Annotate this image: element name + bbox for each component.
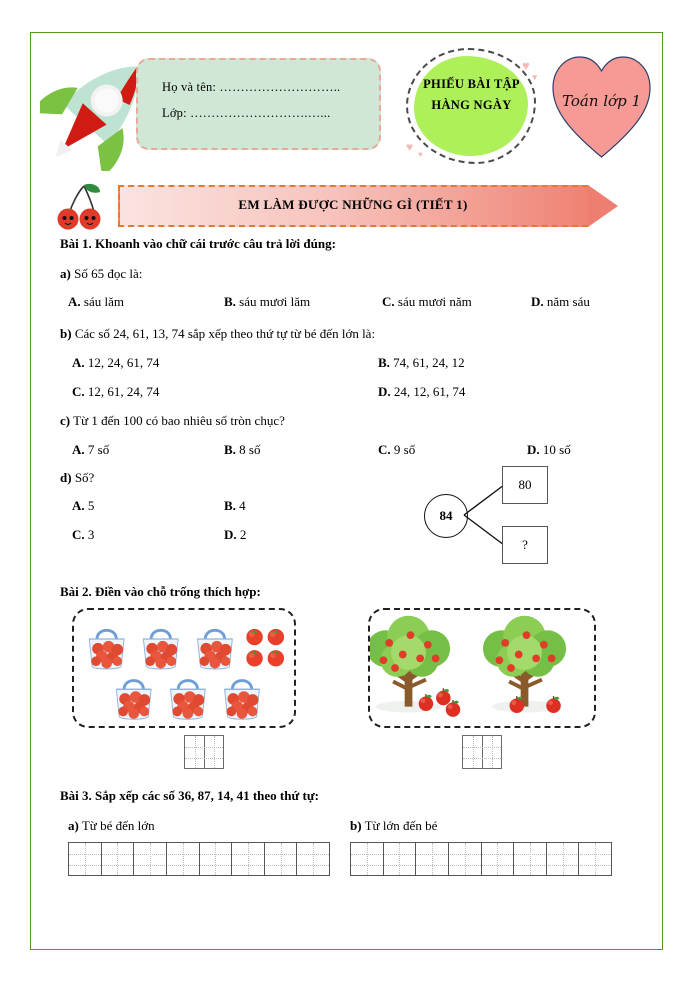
option-text: 12, 61, 24, 74 xyxy=(87,384,160,399)
option-text: năm sáu xyxy=(546,294,590,309)
option-text: 74, 61, 24, 12 xyxy=(393,355,465,370)
banner-title: EM LÀM ĐƯỢC NHỮNG GÌ (TIẾT 1) xyxy=(238,197,468,212)
subject-label: Toán lớp 1 xyxy=(562,92,641,110)
bai1d-option-a[interactable] xyxy=(72,498,94,514)
bai2-left-panel xyxy=(72,608,296,728)
option-letter: C. xyxy=(378,442,391,457)
bai1a-option-c[interactable] xyxy=(382,294,472,310)
bai1d-option-d[interactable] xyxy=(224,527,246,543)
banner-arrow xyxy=(118,185,624,227)
bai3-heading: Bài 3. Sắp xếp các số 36, 87, 14, 41 theo thứ tự: xyxy=(60,788,319,803)
option-letter: C. xyxy=(72,384,85,399)
heart-decor-icon: ♥ xyxy=(418,150,423,159)
bai3b-answer-grid[interactable] xyxy=(350,842,612,876)
option-text: 12, 24, 61, 74 xyxy=(87,355,160,370)
bai1b-option-a[interactable] xyxy=(72,355,159,371)
grid-cell[interactable] xyxy=(416,843,449,875)
bai1a-text: Số 65 đọc là: xyxy=(74,266,143,281)
option-text: 10 số xyxy=(542,442,571,457)
grid-cell[interactable] xyxy=(547,843,580,875)
bai1d-option-c[interactable] xyxy=(72,527,94,543)
option-text: sáu lăm xyxy=(83,294,124,309)
bai1b-label: b) xyxy=(60,326,72,341)
bai3b-label: b) xyxy=(350,818,362,833)
bai1b-option-b[interactable] xyxy=(378,355,465,371)
bai1b-text: Các số 24, 61, 13, 74 sắp xếp theo thứ tự từ bé đến lớn là: xyxy=(74,326,376,341)
option-letter: D. xyxy=(531,294,544,309)
student-info-box[interactable] xyxy=(136,58,381,150)
bai1b-option-c[interactable] xyxy=(72,384,159,400)
bai1c-prompt xyxy=(60,413,285,429)
option-letter: B. xyxy=(378,355,390,370)
option-letter: C. xyxy=(382,294,395,309)
grid-cell[interactable] xyxy=(102,843,135,875)
option-letter: C. xyxy=(72,527,85,542)
option-text: 24, 12, 61, 74 xyxy=(393,384,466,399)
grid-cell[interactable] xyxy=(514,843,547,875)
grid-cell[interactable] xyxy=(384,843,417,875)
banner-arrow-tip xyxy=(588,185,618,227)
number-bond-part-unknown[interactable]: ? xyxy=(502,526,548,564)
option-letter: D. xyxy=(378,384,391,399)
option-text: 3 xyxy=(87,527,95,542)
option-letter: D. xyxy=(224,527,237,542)
option-letter: A. xyxy=(72,442,85,457)
number-bond-whole: 84 xyxy=(424,494,468,538)
option-letter: D. xyxy=(527,442,540,457)
option-text: 2 xyxy=(239,527,247,542)
bai2-heading: Bài 2. Điền vào chỗ trống thích hợp: xyxy=(60,584,261,599)
option-text: sáu mươi năm xyxy=(397,294,472,309)
bai1a-option-a[interactable] xyxy=(68,294,124,310)
worksheet-type-badge xyxy=(404,44,539,169)
option-text: 5 xyxy=(87,498,95,513)
grid-cell[interactable] xyxy=(351,843,384,875)
bai1b-option-d[interactable] xyxy=(378,384,465,400)
grid-cell[interactable] xyxy=(297,843,329,875)
bai2-right-answer-box[interactable] xyxy=(462,735,502,769)
number-bond-part-known: 80 xyxy=(502,466,548,504)
option-letter: A. xyxy=(68,294,81,309)
grid-cell[interactable] xyxy=(69,843,102,875)
bai2-right-panel xyxy=(368,608,596,728)
grid-cell[interactable] xyxy=(449,843,482,875)
bai1d-label: d) xyxy=(60,470,72,485)
bai3b-text: Từ lớn đến bé xyxy=(364,818,438,833)
option-text: 7 số xyxy=(87,442,110,457)
grid-cell[interactable] xyxy=(200,843,233,875)
option-letter: A. xyxy=(72,355,85,370)
bai1c-option-d[interactable] xyxy=(527,442,571,458)
bai1b-prompt xyxy=(60,326,375,342)
bai1d-prompt xyxy=(60,470,94,486)
badge-line-1: PHIẾU BÀI TẬP xyxy=(423,77,520,91)
grid-cell[interactable] xyxy=(167,843,200,875)
bai1c-text: Từ 1 đến 100 có bao nhiêu số tròn chục? xyxy=(73,413,285,428)
option-text: sáu mươi lăm xyxy=(239,294,311,309)
badge-line-2: HÀNG NGÀY xyxy=(431,98,512,112)
bai1c-label: c) xyxy=(60,413,71,428)
option-letter: B. xyxy=(224,294,236,309)
number-bond-diagram xyxy=(424,466,554,564)
option-letter: A. xyxy=(72,498,85,513)
grid-cell[interactable] xyxy=(232,843,265,875)
option-text: 4 xyxy=(239,498,246,513)
section-title-banner xyxy=(36,182,658,230)
option-letter: B. xyxy=(224,442,236,457)
bai1-heading: Bài 1. Khoanh vào chữ cái trước câu trả lời đúng: xyxy=(60,236,336,251)
grid-cell[interactable] xyxy=(134,843,167,875)
student-name-field[interactable]: Họ và tên: ……………………….. xyxy=(162,80,341,94)
worksheet-header xyxy=(36,38,658,178)
grid-cell[interactable] xyxy=(579,843,611,875)
bai1c-option-c[interactable] xyxy=(378,442,415,458)
option-text: 8 số xyxy=(239,442,261,457)
bai1d-text: Số? xyxy=(74,470,95,485)
bai3b-prompt xyxy=(350,818,437,834)
option-letter: B. xyxy=(224,498,236,513)
heart-decor-icon: ♥ xyxy=(522,58,530,73)
student-class-field[interactable]: Lớp: ……………………….…... xyxy=(162,106,331,120)
bai3a-answer-grid[interactable] xyxy=(68,842,330,876)
bai1a-label: a) xyxy=(60,266,71,281)
bai2-left-answer-box[interactable] xyxy=(184,735,224,769)
subject-heart-badge xyxy=(549,52,654,162)
bai3a-prompt xyxy=(68,818,155,834)
bai1d-option-b[interactable] xyxy=(224,498,246,514)
grid-cell[interactable] xyxy=(265,843,298,875)
bai1a-option-b[interactable] xyxy=(224,294,310,310)
heart-decor-icon: ♥ xyxy=(532,72,538,82)
grid-cell[interactable] xyxy=(482,843,515,875)
bai1c-option-b[interactable] xyxy=(224,442,260,458)
heart-decor-icon: ♥ xyxy=(406,140,414,154)
bai3a-label: a) xyxy=(68,818,79,833)
option-text: 9 số xyxy=(393,442,416,457)
bai1a-option-d[interactable] xyxy=(531,294,590,310)
bai1a-prompt xyxy=(60,266,142,282)
bai3a-text: Từ bé đến lớn xyxy=(81,818,155,833)
cherries-icon xyxy=(54,182,109,230)
bai1c-option-a[interactable] xyxy=(72,442,109,458)
